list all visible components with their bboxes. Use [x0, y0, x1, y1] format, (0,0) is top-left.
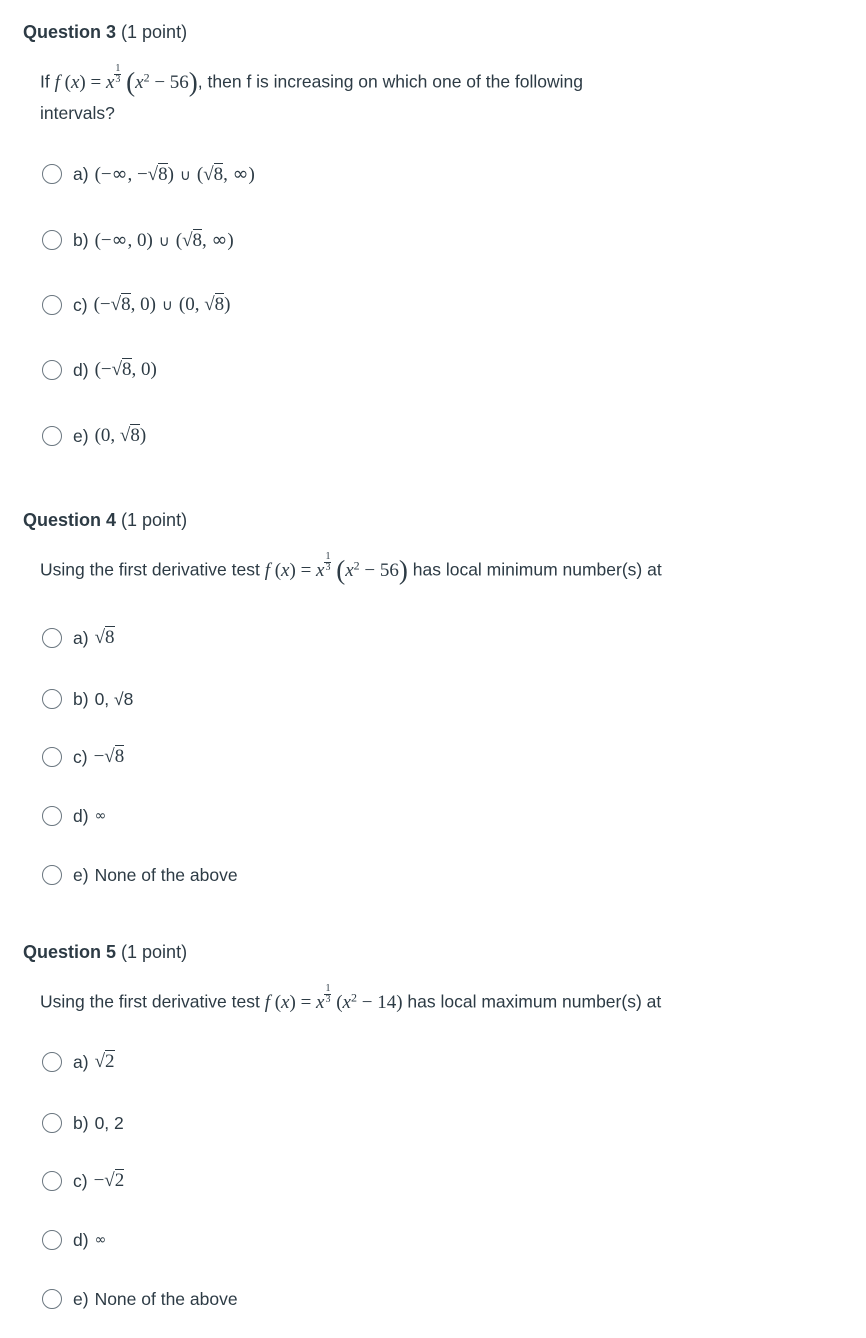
option-value: (−∞, 0) ∪ (√8, ∞) [94, 228, 234, 251]
option-value: (−√8, 0) [94, 359, 157, 380]
question-5-points: (1 point) [121, 942, 188, 962]
radio-button[interactable] [42, 230, 62, 250]
radio-button[interactable] [42, 1052, 62, 1072]
option-value: 0, √8 [94, 688, 134, 709]
question-4-option-a[interactable]: a) √8 [42, 626, 115, 650]
radio-button[interactable] [42, 806, 62, 826]
question-5-option-d[interactable]: d) ∞ [42, 1228, 106, 1252]
question-5-text-before: Using the first derivative test [40, 991, 260, 1012]
question-4-option-d[interactable]: d) ∞ [42, 804, 106, 828]
question-4-prompt [40, 552, 662, 586]
radio-button[interactable] [42, 865, 62, 885]
radio-button[interactable] [42, 1230, 62, 1250]
question-5-header [23, 942, 187, 963]
question-5-text-after: has local maximum number(s) at [407, 991, 662, 1012]
question-5-option-a[interactable]: a) √2 [42, 1050, 115, 1074]
question-5-function: f (x) = x $\frac{1}{3}$ $(x^2 - 14)$ [264, 983, 403, 1013]
question-5-prompt [40, 984, 661, 1014]
option-value: ∞ [94, 808, 107, 824]
option-value: −√2 [93, 1170, 125, 1191]
question-3-prompt [40, 64, 583, 98]
question-4-option-b[interactable]: b) 0, √8 [42, 687, 133, 711]
option-value: (−√8, 0) ∪ (0, √8) [93, 294, 231, 315]
option-value: ∞ [94, 1232, 107, 1248]
question-4-text-before: Using the first derivative test [40, 559, 260, 580]
question-4-text-after: has local minimum number(s) at [412, 559, 662, 580]
question-3-option-c[interactable]: c) (−√8, 0) ∪ (0, √8) [42, 293, 230, 317]
question-4-function: f (x) = x $\frac{1}{3}$ $(x^2 - 56)$ [264, 551, 408, 585]
question-5-option-e[interactable]: e) None of the above [42, 1287, 238, 1311]
radio-button[interactable] [42, 1289, 62, 1309]
radio-button[interactable] [42, 1113, 62, 1133]
question-4-title: Question 4 [23, 510, 117, 530]
radio-button[interactable] [42, 689, 62, 709]
question-3-function: f (x) = x $\frac{1}{3}$ $(x^2 - 56)$ [54, 63, 198, 97]
question-3-option-d[interactable]: d) (−√8, 0) [42, 358, 157, 382]
question-4-option-e[interactable]: e) None of the above [42, 863, 238, 887]
question-5-title: Question 5 [23, 942, 117, 962]
question-4-header [23, 510, 187, 531]
question-3-header [23, 22, 187, 43]
question-5-option-b[interactable]: b) 0, 2 [42, 1111, 124, 1135]
question-3-text-before: If [40, 71, 50, 92]
radio-button[interactable] [42, 1171, 62, 1191]
question-3-option-a[interactable]: a) (−∞, −√8) ∪ (√8, ∞) [42, 162, 255, 186]
question-5-option-c[interactable]: c) −√2 [42, 1169, 124, 1193]
question-3-option-e[interactable]: e) (0, √8) [42, 424, 146, 448]
option-value: None of the above [94, 1288, 238, 1309]
question-3-prompt-line2: intervals? [40, 103, 115, 123]
radio-button[interactable] [42, 747, 62, 767]
option-value: −√8 [93, 746, 125, 767]
option-value: (0, √8) [94, 425, 147, 446]
question-3-points: (1 point) [121, 22, 188, 42]
radio-button[interactable] [42, 628, 62, 648]
radio-button[interactable] [42, 360, 62, 380]
option-value: None of the above [94, 864, 238, 885]
question-3-option-b[interactable]: b) (−∞, 0) ∪ (√8, ∞) [42, 228, 234, 252]
option-value: (−∞, −√8) ∪ (√8, ∞) [94, 162, 255, 185]
question-4-points: (1 point) [121, 510, 188, 530]
radio-button[interactable] [42, 164, 62, 184]
radio-button[interactable] [42, 295, 62, 315]
question-4-option-c[interactable]: c) −√8 [42, 745, 124, 769]
option-value: √8 [94, 627, 115, 648]
question-3-title: Question 3 [23, 22, 117, 42]
option-value: 0, 2 [94, 1112, 124, 1133]
option-value: √2 [94, 1051, 115, 1072]
question-3-text-after: , then f is increasing on which one of the following [197, 71, 584, 92]
radio-button[interactable] [42, 426, 62, 446]
